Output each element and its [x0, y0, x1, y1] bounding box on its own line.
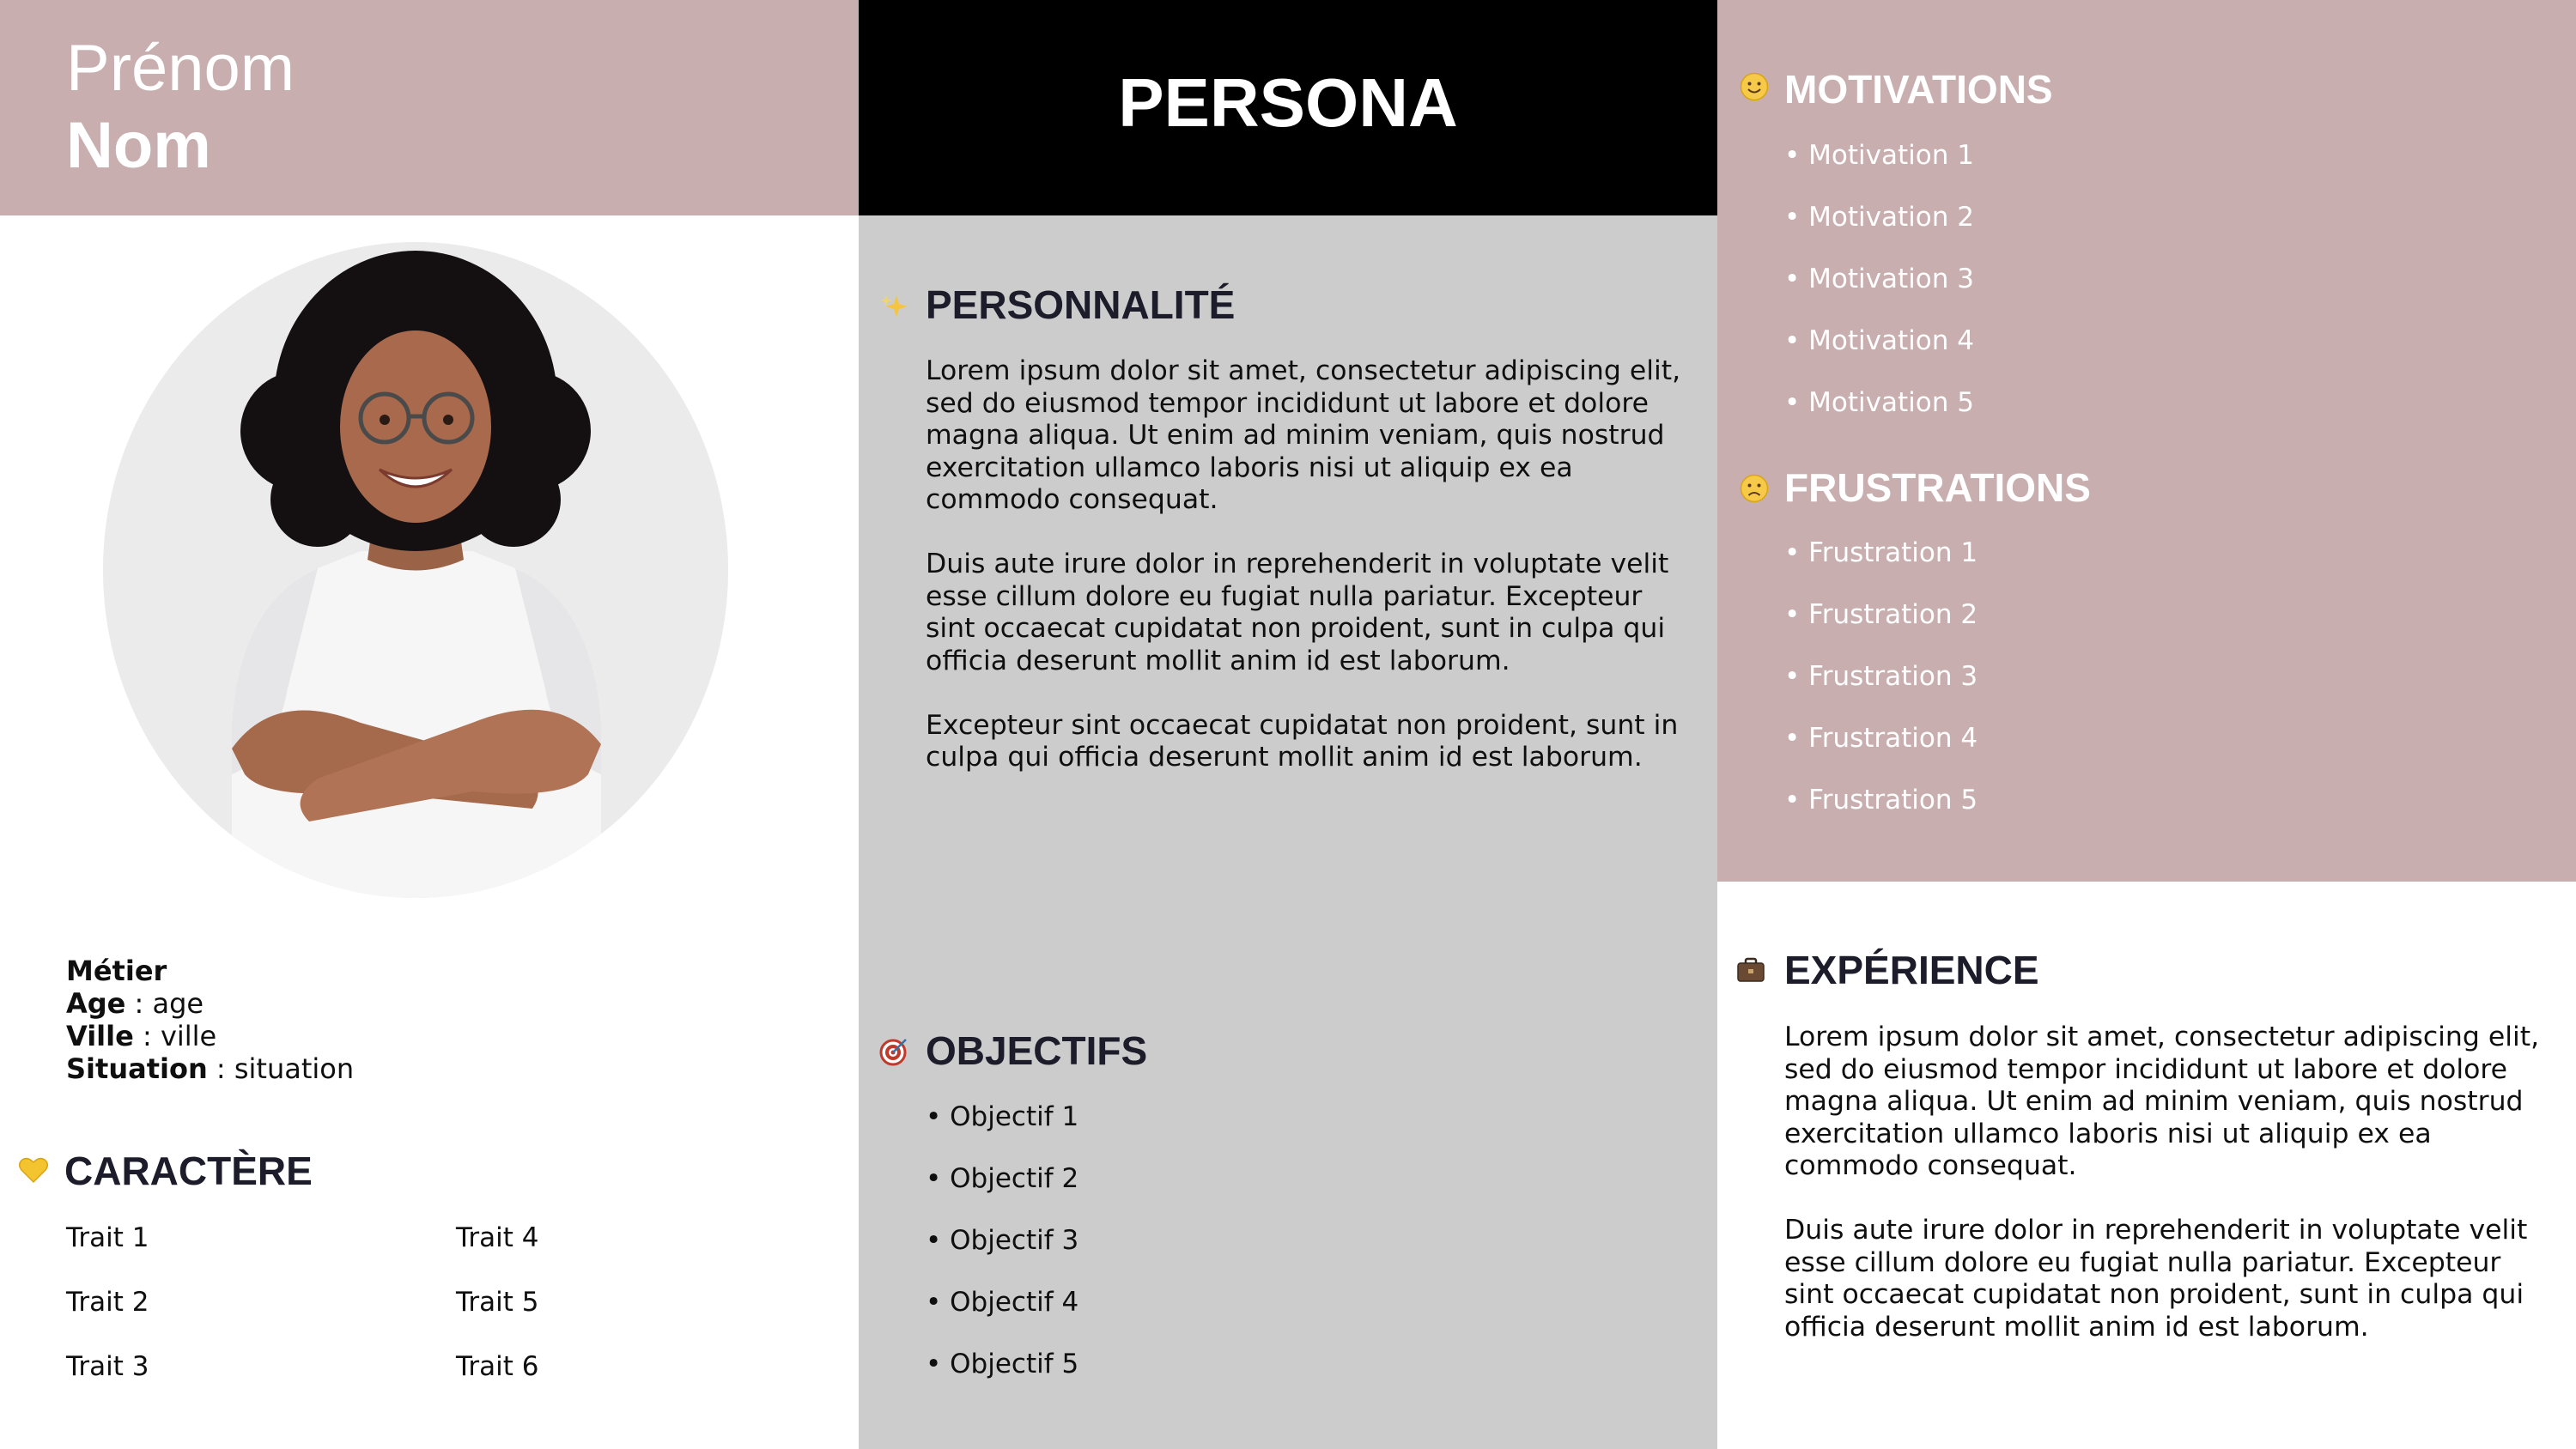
objective-item: • Objectif 4 [926, 1287, 1079, 1318]
page-title: PERSONA [1118, 64, 1458, 141]
motivation-item: • Motivation 3 [1784, 264, 1974, 294]
caractere-title: CARACTÈRE [64, 1149, 313, 1193]
age-value: age [152, 987, 204, 1020]
objective-item: • Objectif 2 [926, 1163, 1079, 1194]
portrait-photo [103, 242, 728, 898]
personnalite-title: PERSONNALITÉ [926, 282, 1236, 327]
trait-item: Trait 4 [456, 1222, 539, 1253]
paragraph: Lorem ipsum dolor sit amet, consectetur adipiscing elit, sed do eiusmod tempor incididunt ut labore et dolore magna aliqua. Ut enim ad minim veniam, quis nostrud exercitation ullamco laboris nisi ut aliquip ex ea commodo consequat. [926, 355, 1681, 515]
frustration-item: • Frustration 2 [1784, 599, 1978, 630]
paragraph: Duis aute irure dolor in reprehenderit in voluptate velit esse cillum dolore eu fugiat nulla pariatur. Excepteur sint occaecat cupidatat non proident, sunt in culpa qui officia deserunt mollit anim id est laborum. [1784, 1215, 2528, 1343]
last-name: Nom [66, 109, 211, 182]
city-label: Ville [66, 1020, 134, 1052]
motivation-item: • Motivation 1 [1784, 140, 1974, 171]
frustration-item: • Frustration 1 [1784, 537, 1978, 568]
frustrations-title: FRUSTRATIONS [1784, 465, 2091, 510]
trait-item: Trait 6 [456, 1351, 539, 1382]
experience-text [1784, 1022, 2540, 1376]
separator: : [207, 1052, 234, 1085]
age-row [66, 987, 354, 1020]
profile-info [66, 955, 354, 1085]
experience-title: EXPÉRIENCE [1784, 948, 2039, 992]
frustration-item: • Frustration 3 [1784, 661, 1978, 692]
target-icon [879, 1037, 908, 1066]
job-label: Métier [66, 955, 167, 987]
objective-item: • Objectif 3 [926, 1225, 1079, 1256]
objectifs-title: OBJECTIFS [926, 1028, 1148, 1073]
city-row [66, 1020, 354, 1052]
trait-item: Trait 5 [456, 1287, 539, 1318]
paragraph: Duis aute irure dolor in reprehenderit in voluptate velit esse cillum dolore eu fugiat nulla pariatur. Excepteur sint occaecat cupidatat non proident, sunt in culpa qui officia deserunt mollit anim id est laborum. [926, 549, 1669, 676]
paragraph: Lorem ipsum dolor sit amet, consectetur adipiscing elit, sed do eiusmod tempor incididunt ut labore et dolore magna aliqua. Ut enim ad minim veniam, quis nostrud exercitation ullamco laboris nisi ut aliquip ex ea commodo consequat. [1784, 1022, 2540, 1181]
separator: : [125, 987, 153, 1020]
frustration-item: • Frustration 5 [1784, 785, 1978, 815]
city-value: ville [160, 1020, 217, 1052]
separator: : [133, 1020, 161, 1052]
frowning-face-icon [1740, 474, 1769, 503]
trait-item: Trait 3 [66, 1351, 149, 1382]
age-label: Age [66, 987, 126, 1020]
paragraph: Excepteur sint occaecat cupidatat non proident, sunt in culpa qui officia deserunt mollit anim id est laborum. [926, 709, 1679, 773]
trait-item: Trait 2 [66, 1287, 149, 1318]
situation-label: Situation [66, 1052, 208, 1085]
objective-item: • Objectif 5 [926, 1349, 1079, 1379]
briefcase-icon [1736, 955, 1765, 985]
situation-row [66, 1052, 354, 1085]
objective-item: • Objectif 1 [926, 1101, 1079, 1132]
motivation-item: • Motivation 5 [1784, 387, 1974, 418]
motivation-item: • Motivation 2 [1784, 202, 1974, 233]
motivation-item: • Motivation 4 [1784, 325, 1974, 356]
job-row [66, 955, 354, 987]
frustration-item: • Frustration 4 [1784, 723, 1978, 754]
sparkles-icon [879, 292, 908, 321]
smiling-face-icon [1740, 72, 1769, 101]
yellow-heart-icon [19, 1155, 48, 1185]
personnalite-text [926, 355, 1681, 806]
motivations-title: MOTIVATIONS [1784, 67, 2053, 112]
first-name: Prénom [66, 32, 295, 105]
situation-value: situation [234, 1052, 355, 1085]
trait-item: Trait 1 [66, 1222, 149, 1253]
